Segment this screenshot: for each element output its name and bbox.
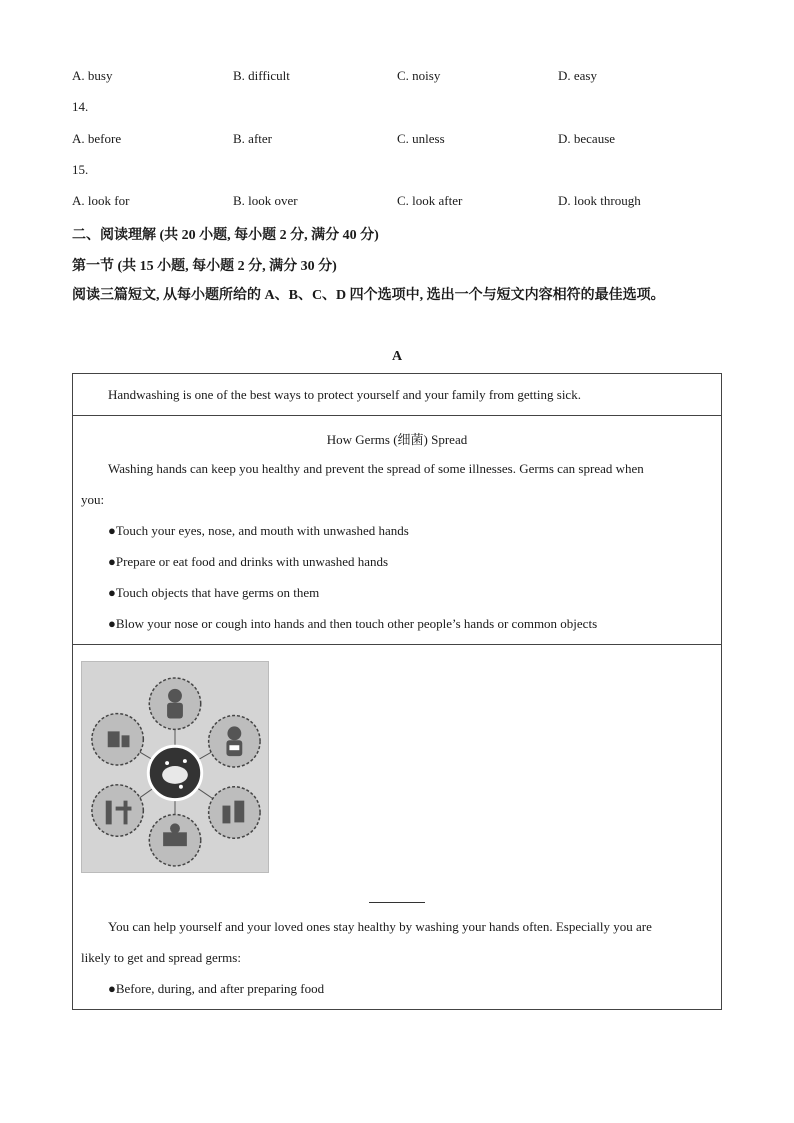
intro-text: Handwashing is one of the best ways to protect yourself and your family from getting sick. [108, 387, 581, 402]
option-c[interactable]: C. noisy [397, 68, 441, 83]
handwashing-poster-icon [82, 662, 268, 872]
poster-cell [73, 645, 721, 1009]
bullet-item: ●Touch your eyes, nose, and mouth with unwashed hands [108, 523, 409, 538]
question-number-14: 14. [72, 99, 89, 114]
passage-label: A [391, 349, 403, 364]
question-13-options [72, 68, 732, 88]
para2-line2: likely to get and spread germs: [81, 950, 241, 965]
para1-line1: Washing hands can keep you healthy and prevent the spread of some illnesses. Germs can spread when [108, 461, 644, 476]
passage-box [72, 373, 722, 1010]
option-d[interactable]: D. easy [558, 68, 597, 83]
option-a[interactable]: A. before [72, 131, 122, 146]
bullet-item: ●Prepare or eat food and drinks with unwashed hands [108, 554, 389, 569]
question-15-options [72, 193, 732, 213]
option-d[interactable]: D. look through [558, 193, 641, 208]
intro-cell [73, 374, 721, 416]
bullet-item: ●Touch objects that have germs on them [108, 585, 320, 600]
germs-cell [73, 416, 721, 645]
option-a[interactable]: A. busy [72, 68, 113, 83]
option-b[interactable]: B. after [233, 131, 272, 146]
bullet-item: ●Before, during, and after preparing food [108, 981, 325, 996]
question-14-options [72, 131, 732, 151]
option-b[interactable]: B. difficult [233, 68, 290, 83]
bullet-item: ●Blow your nose or cough into hands and then touch other people’s hands or common objects [108, 616, 598, 631]
para1-line2: you: [81, 492, 105, 507]
section-part: 第一节 (共 15 小题, 每小题 2 分, 满分 30 分) [72, 259, 337, 274]
option-c[interactable]: C. look after [397, 193, 463, 208]
option-b[interactable]: B. look over [233, 193, 298, 208]
para2-line1: You can help yourself and your loved ones stay healthy by washing your hands often. Especially you are [108, 919, 652, 934]
answer-blank-line[interactable] [369, 902, 425, 903]
handwashing-poster-image [81, 661, 269, 873]
question-number-15: 15. [72, 162, 89, 177]
germs-heading: How Germs (细菌) Spread [326, 432, 468, 447]
option-d[interactable]: D. because [558, 131, 616, 146]
option-c[interactable]: C. unless [397, 131, 445, 146]
section-instruction: 阅读三篇短文, 从每小题所给的 A、B、C、D 四个选项中, 选出一个与短文内容相符的最佳选项。 [72, 288, 665, 303]
option-a[interactable]: A. look for [72, 193, 130, 208]
section-title: 二、阅读理解 (共 20 小题, 每小题 2 分, 满分 40 分) [72, 228, 379, 243]
